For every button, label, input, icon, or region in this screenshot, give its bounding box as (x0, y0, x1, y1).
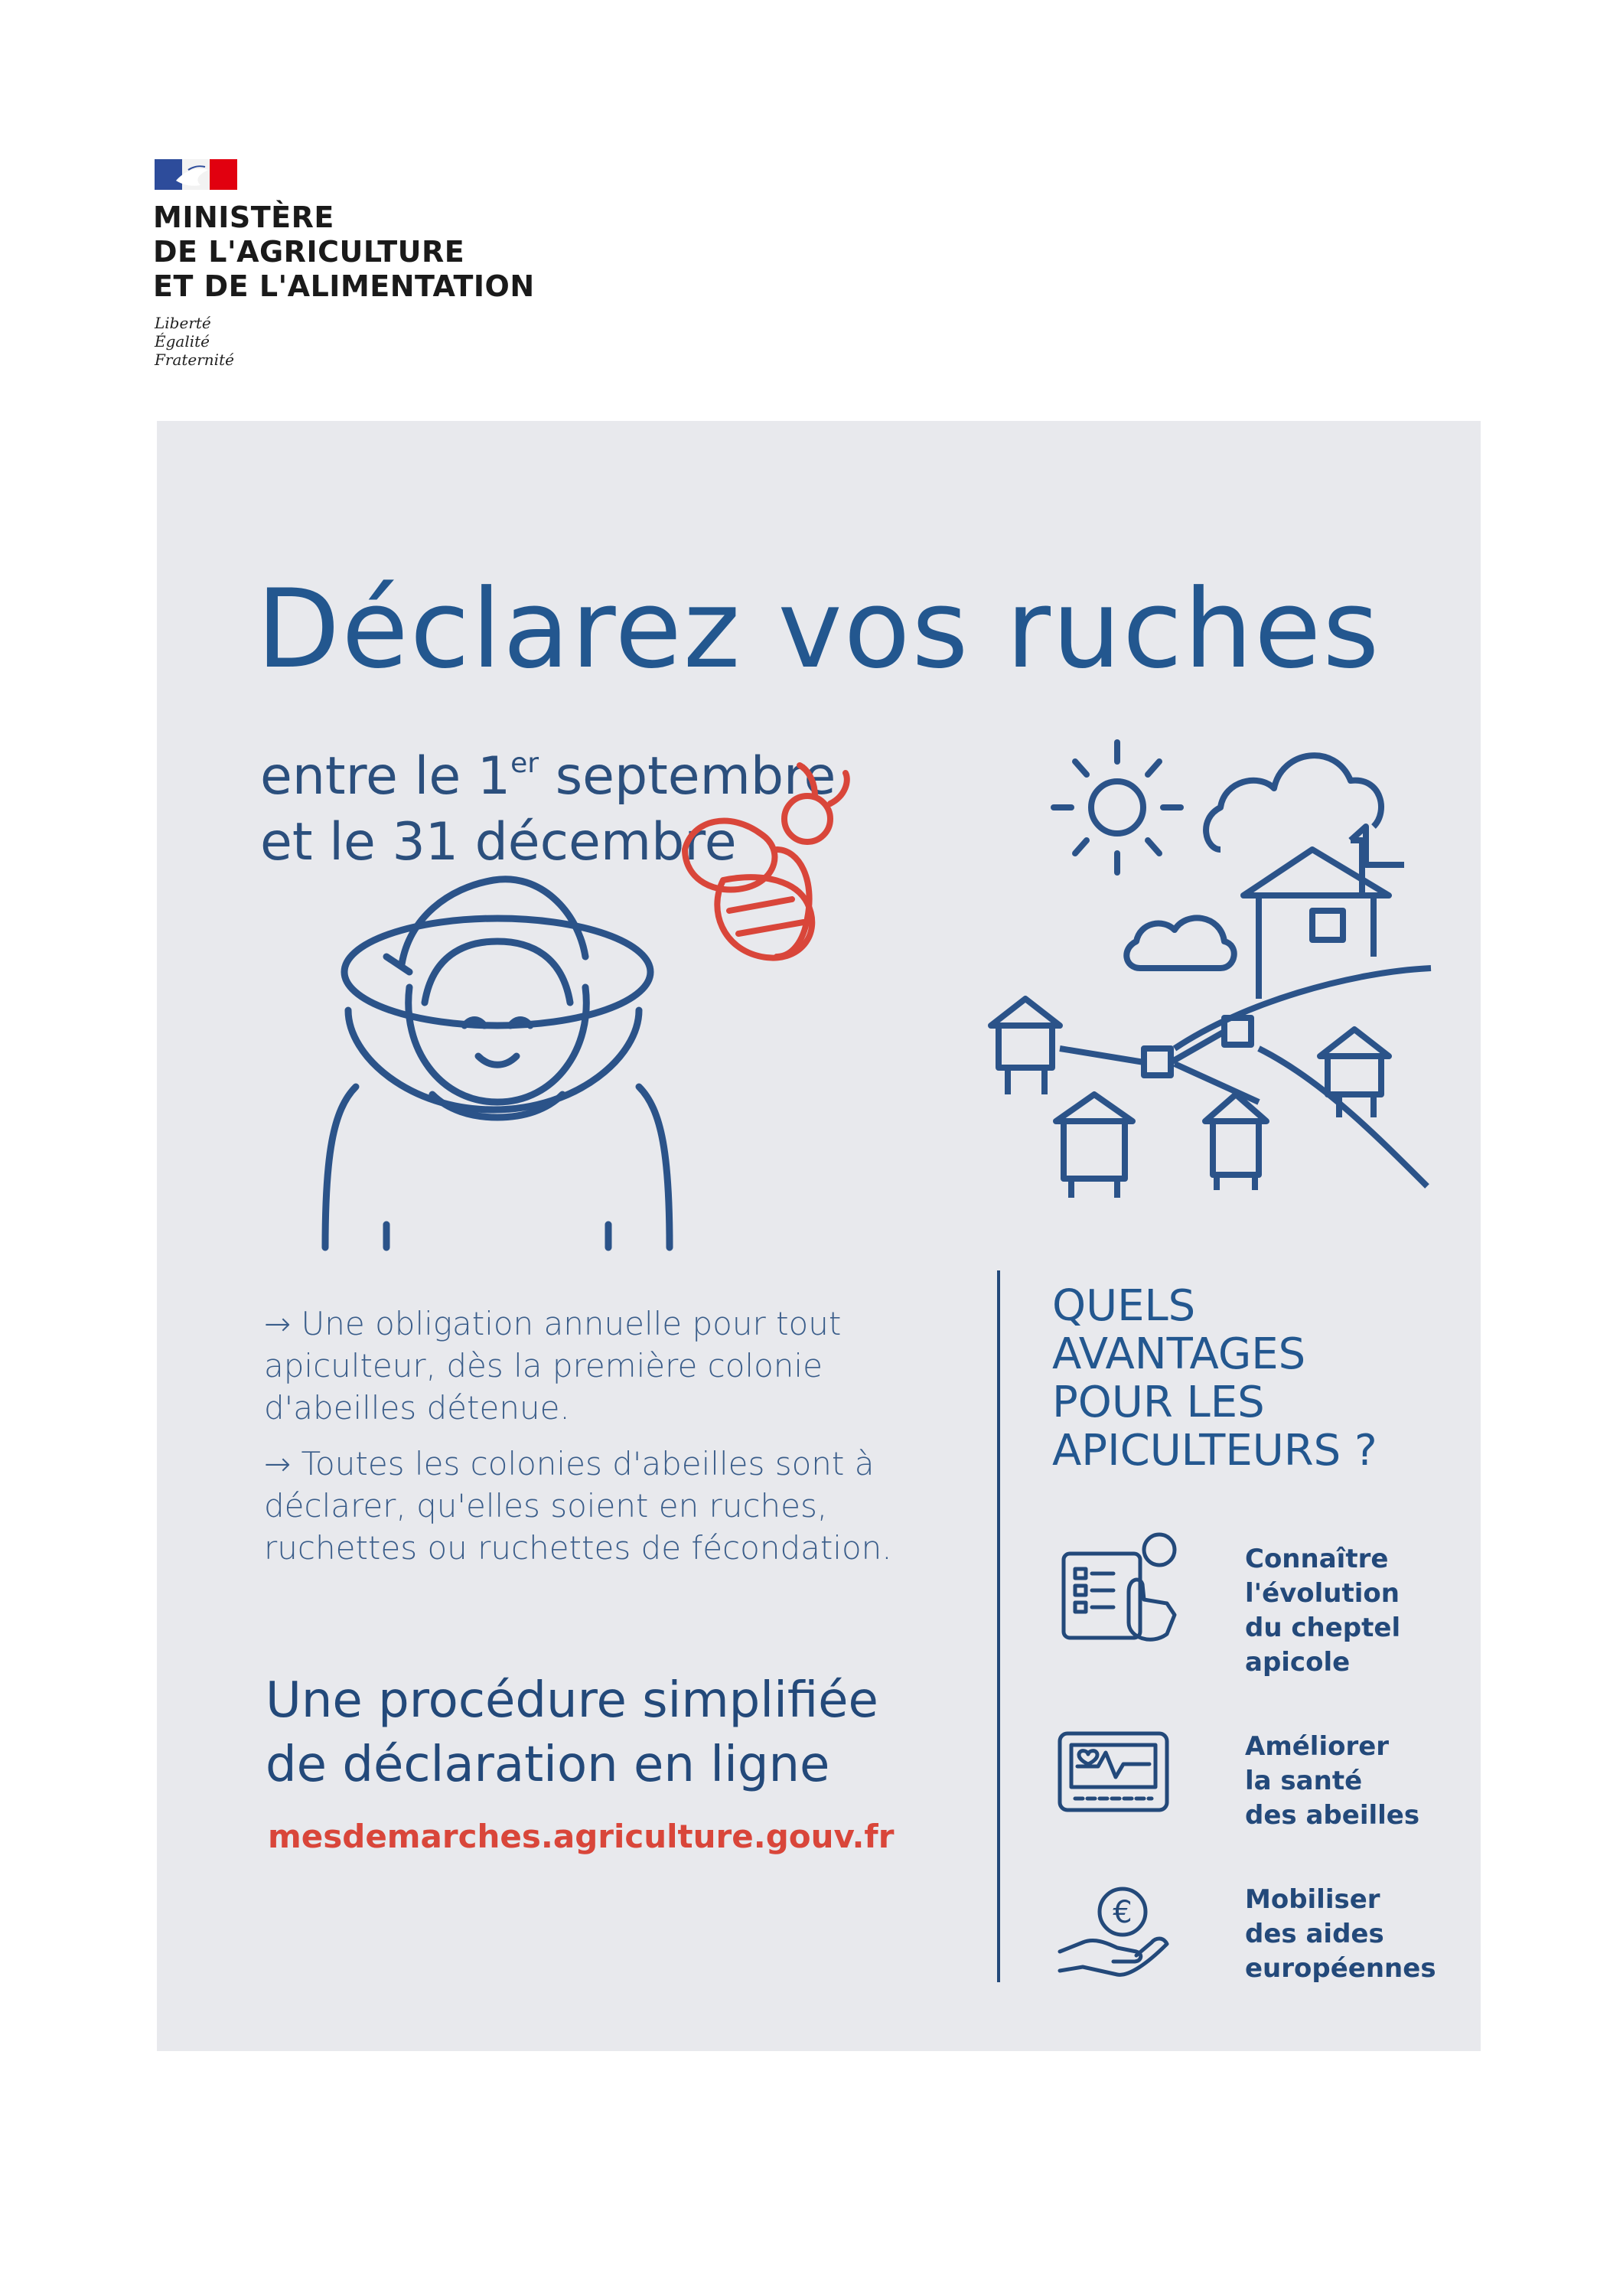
declaration-period: entre le 1er septembre et le 31 décembre (260, 746, 836, 872)
advantages-heading: QUELS AVANTAGES POUR LES APICULTEURS ? (1052, 1281, 1377, 1476)
obligation-bullets (264, 1303, 937, 1583)
marianne-flag-logo (155, 159, 237, 190)
sun-icon (1054, 742, 1181, 872)
svg-text:€: € (1113, 1895, 1133, 1930)
advantage-eu-aid: Mobiliser des aides européennes (1245, 1884, 1436, 1984)
ministry-name: MINISTÈRE DE L'AGRICULTURE ET DE L'ALIMENTATION (153, 201, 535, 303)
illustration-area (157, 421, 1481, 1339)
republic-motto: Liberté Égalité Fraternité (155, 314, 234, 369)
tablet-touch-icon (1052, 1531, 1190, 1653)
advantage-cheptel: Connaître l'évolution du cheptel apicole (1245, 1544, 1401, 1678)
poster-panel (157, 421, 1481, 2051)
health-monitor-icon (1056, 1730, 1171, 1814)
vertical-divider (997, 1270, 1000, 1982)
poster-title: Déclarez vos ruches (256, 566, 1381, 693)
bee-icon (685, 765, 847, 958)
advantage-health: Améliorer la santé des abeilles (1245, 1731, 1420, 1831)
euro-hand-icon (1052, 1883, 1175, 1982)
online-procedure-heading: Une procédure simplifiée de déclaration en ligne (266, 1672, 878, 1793)
beekeeper-icon (325, 879, 670, 1247)
bullet-all-colonies: → Toutes les colonies d'abeilles sont à déclarer, qu'elles soient en ruches, ruchettes ou ruchettes de fécondation. (264, 1445, 892, 1567)
bullet-annual-obligation: → Une obligation annuelle pour tout apiculteur, dès la première colonie d'abeilles détenue. (264, 1305, 842, 1427)
website-link[interactable]: mesdemarches.agriculture.gouv.fr (268, 1818, 895, 1855)
